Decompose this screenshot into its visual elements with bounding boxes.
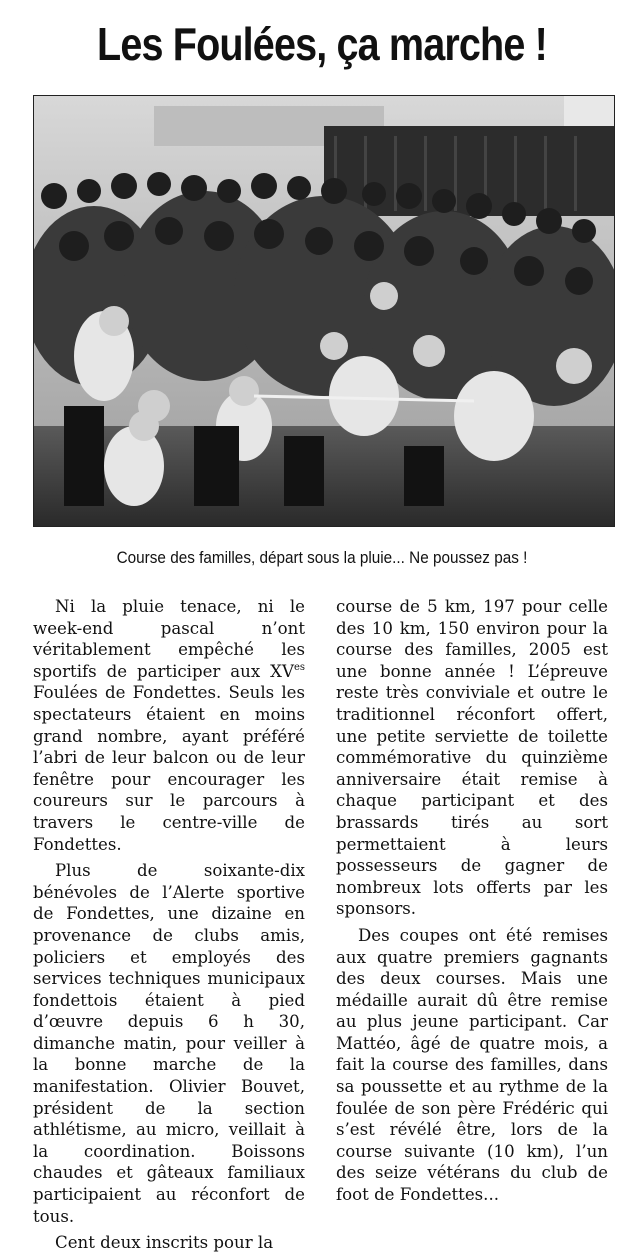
article-paragraph-1: Ni la pluie tenace, ni le week-end pascal n’ont véritablement empêché les sportifs de participer aux $XV^{es}$ Foulées de Fondettes. Seuls les spectateurs étaient en moins grand nombre, ayant préféré l’abri de leur balcon ou de leur fenêtre pour encourager les coureurs sur le parcours à travers le centre-ville de Fondettes. bbox=[33, 597, 305, 854]
race-start-photo bbox=[33, 95, 615, 527]
article-paragraph-3-continued: course de 5 km, 197 pour celle des 10 km, 150 environ pour la course des familles, 2005 est une bonne année ! L’épreuve reste très conviviale et outre le traditionnel réconfort offert, une petite serviette de toilette commémorative du quinzième anniversaire était remise à chaque participant et des brassards tirés au sort permettaient à leurs possesseurs de gagner de nombreux lots offerts par les sponsors. bbox=[336, 597, 608, 919]
article-paragraph-3: Cent deux inscrits pour la bbox=[55, 1233, 274, 1253]
article-left-column bbox=[33, 596, 305, 1259]
article-paragraph-2: Plus de soixante-dix bénévoles de l’Alerte sportive de Fondettes, une dizaine en provenance de clubs amis, policiers et employés des services techniques municipaux fondettois étaient à pied d’œuvre depuis 6 h 30, dimanche matin, pour veiller à la bonne marche de la manifestation. Olivier Bouvet, président de la section athlétisme, au micro, veillait à la coordination. Boissons chaudes et gâteaux familiaux participaient au réconfort de tous. bbox=[33, 861, 305, 1226]
ordinal-suffix: es bbox=[293, 661, 305, 673]
article-right-column bbox=[336, 596, 608, 1211]
article-paragraph-4: Des coupes ont été remises aux quatre premiers gagnants des deux courses. Mais une médaille aurait dû être remise au plus jeune participant. Car Mattéo, âgé de quatre mois, a fait la course des familles, dans sa poussette et au rythme de la foulée de son père Frédéric qui s’est révélé être, lors de la course suivante (10 km), l’un des seize vétérans du club de foot de Fondettes... bbox=[336, 925, 608, 1205]
photo-caption: Course des familles, départ sous la pluie... Ne poussez pas ! bbox=[116, 548, 528, 567]
headline: Les Foulées, ça marche ! bbox=[97, 18, 547, 70]
